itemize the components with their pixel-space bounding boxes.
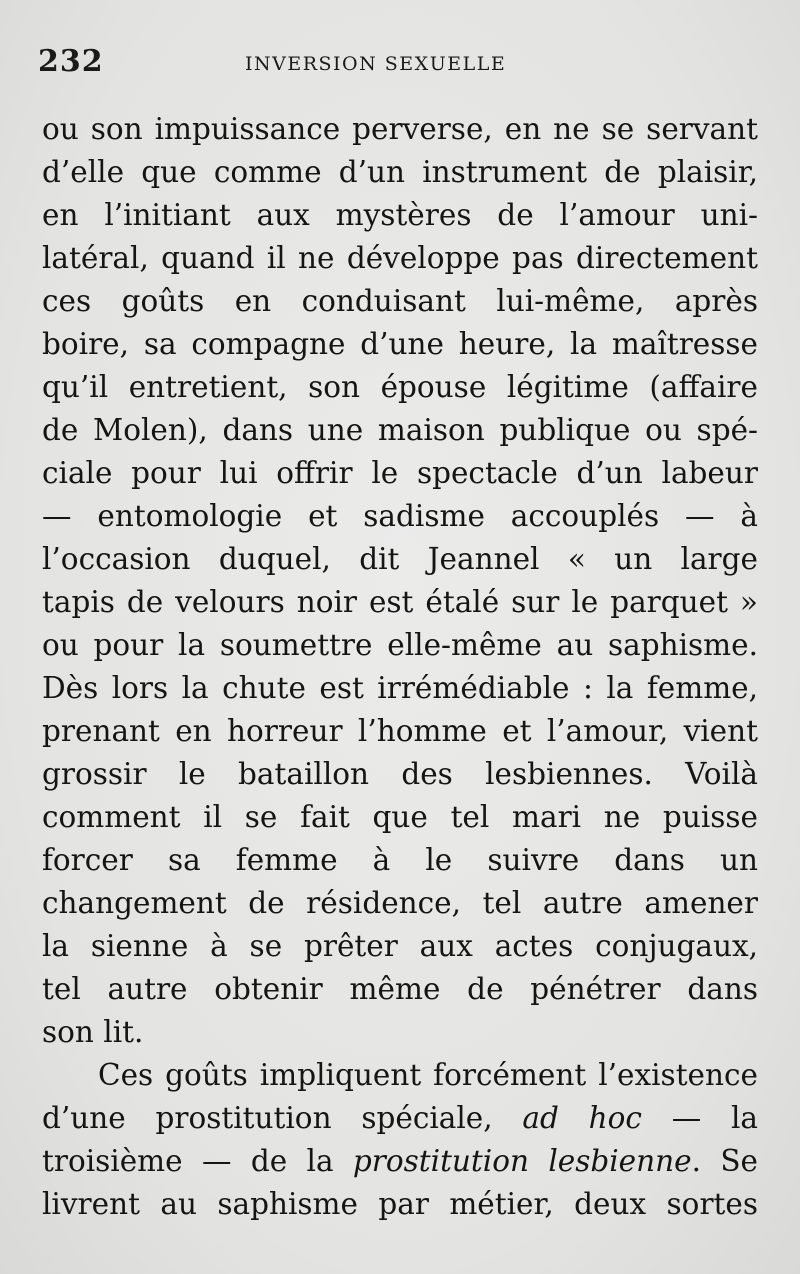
running-head: INVERSION SEXUELLE [245, 53, 507, 75]
text-line: d’elle que comme d’un instrument de plaisir, [42, 155, 758, 189]
body-text [42, 108, 758, 1226]
text-line: son lit. [42, 1015, 144, 1049]
paragraph-2-line [42, 1140, 758, 1183]
text-run: — la [641, 1101, 758, 1135]
text-line: latéral, quand il ne développe pas directement [42, 241, 758, 275]
text-line: ciale pour lui offrir le spectacle d’un labeur [42, 456, 758, 490]
text-line: boire, sa compagne d’une heure, la maîtresse [42, 327, 758, 361]
text-line: ou son impuissance perverse, en ne se servant [42, 112, 758, 146]
text-line: comment il se fait que tel mari ne puisse [42, 800, 758, 834]
italic-text: prostitution lesbienne [352, 1144, 692, 1178]
text-line: tapis de velours noir est étalé sur le parquet » [42, 585, 758, 619]
text-run: . Se [691, 1144, 758, 1178]
text-line: — entomologie et sadisme accouplés — à [42, 499, 758, 533]
page-number: 232 [38, 44, 104, 79]
text-line: ou pour la soumettre elle-même au saphisme. [42, 628, 758, 662]
paragraph-2-line [42, 1097, 758, 1140]
text-line: de Molen), dans une maison publique ou spé- [42, 413, 758, 447]
text-line: la sienne à se prêter aux actes conjugaux, [42, 929, 758, 963]
text-line: changement de résidence, tel autre amener [42, 886, 758, 920]
text-line: Dès lors la chute est irrémédiable : la femme, [42, 671, 758, 705]
text-run: troisième — de la [42, 1144, 353, 1178]
text-line: l’occasion duquel, dit Jeannel « un large [42, 542, 758, 576]
text-line: en l’initiant aux mystères de l’amour uni- [42, 198, 758, 232]
paragraph-2-line: Ces goûts impliquent forcément l’existence [98, 1058, 758, 1092]
italic-text: ad hoc [522, 1101, 642, 1135]
text-line: forcer sa femme à le suivre dans un [42, 843, 758, 877]
text-line: grossir le bataillon des lesbiennes. Voilà [42, 757, 758, 791]
text-line: qu’il entretient, son épouse légitime (affaire [42, 370, 758, 404]
paragraph-2-line: livrent au saphisme par métier, deux sortes [42, 1187, 758, 1221]
text-run: d’une prostitution spéciale, [42, 1101, 523, 1135]
text-line: tel autre obtenir même de pénétrer dans [42, 972, 758, 1006]
text-line: ces goûts en conduisant lui-même, après [42, 284, 758, 318]
text-line: prenant en horreur l’homme et l’amour, vient [42, 714, 758, 748]
